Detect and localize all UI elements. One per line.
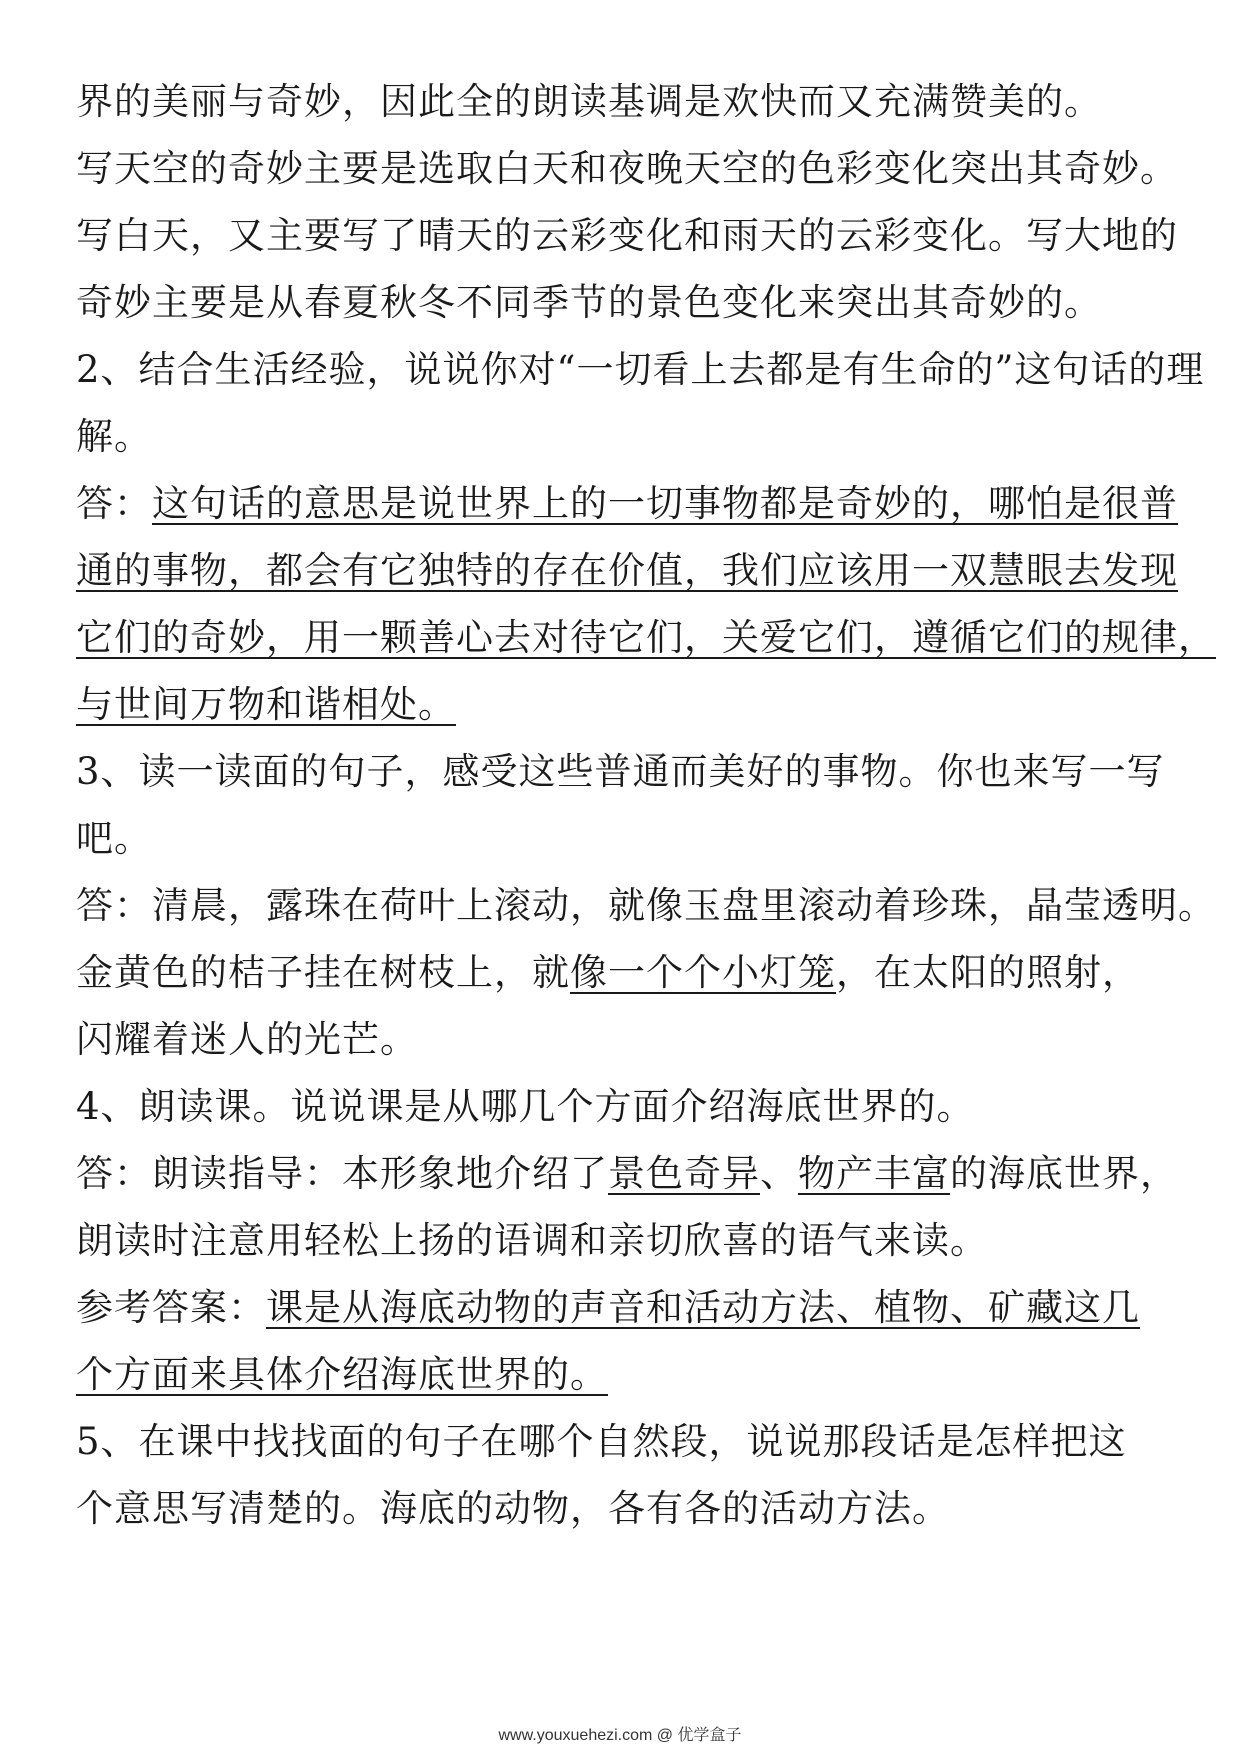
answer-underlined: 景色奇异 (608, 1152, 760, 1195)
answer-text: 与世间万物和谐相处。 (76, 683, 456, 726)
answer-4-line (76, 1150, 1178, 1198)
answer-underlined: 课是从海底动物的声音和活动方法、植物、矿藏这几 (266, 1286, 1140, 1329)
question-5: 5、在课中找找面的句子在哪个自然段，说说那段话是怎样把这 (76, 1420, 1127, 1463)
question-2-cont: 解。 (76, 415, 152, 458)
answer-text: 的海底世界， (950, 1152, 1178, 1195)
question-2: 2、结合生活经验，说说你对“一切看上去都是有生命的”这句话的理 (76, 348, 1205, 391)
answer-underlined: 物产丰富 (798, 1152, 950, 1195)
answer-text: 通的事物，都会有它独特的存在价值，我们应该用一双慧眼去发现 (76, 549, 1178, 592)
reference-prefix: 参考答案： (76, 1286, 266, 1329)
answer-text: 金黄色的桔子挂在树枝上，就 (76, 951, 570, 994)
answer-2-line (76, 547, 1178, 595)
question-4: 4、朗读课。说说课是从哪几个方面介绍海底世界的。 (76, 1085, 975, 1128)
reference-answer-line (76, 1284, 1140, 1332)
text-line: 写白天，又主要写了晴天的云彩变化和雨天的云彩变化。写大地的 (76, 214, 1178, 257)
answer-4-line: 朗读时注意用轻松上扬的语调和亲切欣喜的语气来读。 (76, 1219, 988, 1262)
text-line: 写天空的奇妙主要是选取白天和夜晚天空的色彩变化突出其奇妙。 (76, 147, 1178, 190)
answer-text: 答：朗读指导：本形象地介绍了 (76, 1152, 608, 1195)
answer-text: 这句话的意思是说世界上的一切事物都是奇妙的，哪怕是很普 (152, 482, 1178, 525)
answer-3-line (76, 949, 1140, 997)
answer-text: ，在太阳的照射， (836, 951, 1140, 994)
question-5-cont: 个意思写清楚的。海底的动物，各有各的活动方法。 (76, 1487, 950, 1530)
answer-3-line: 答：清晨，露珠在荷叶上滚动，就像玉盘里滚动着珍珠，晶莹透明。 (76, 884, 1216, 927)
reference-answer-line (76, 1351, 608, 1399)
answer-3-line: 闪耀着迷人的光芒。 (76, 1018, 418, 1061)
answer-underlined: 个方面来具体介绍海底世界的。 (76, 1353, 608, 1396)
answer-2-line (76, 480, 1178, 528)
footer-watermark: www.youxuehezi.com @ 优学盒子 (498, 1727, 742, 1744)
text-line: 奇妙主要是从春夏秋冬不同季节的景色变化来突出其奇妙的。 (76, 281, 1102, 324)
question-3-cont: 吧。 (76, 817, 152, 860)
question-3: 3、读一读面的句子，感受这些普通而美好的事物。你也来写一写 (76, 750, 1165, 793)
answer-2-line (76, 614, 1216, 662)
answer-text: 、 (760, 1152, 798, 1195)
answer-prefix: 答： (76, 482, 152, 525)
answer-2-line (76, 681, 456, 729)
answer-text: 它们的奇妙，用一颗善心去对待它们，关爱它们，遵循它们的规律， (76, 616, 1216, 659)
text-line: 界的美丽与奇妙，因此全的朗读基调是欢快而又充满赞美的。 (76, 80, 1102, 123)
answer-underlined: 像一个个小灯笼 (570, 951, 836, 994)
